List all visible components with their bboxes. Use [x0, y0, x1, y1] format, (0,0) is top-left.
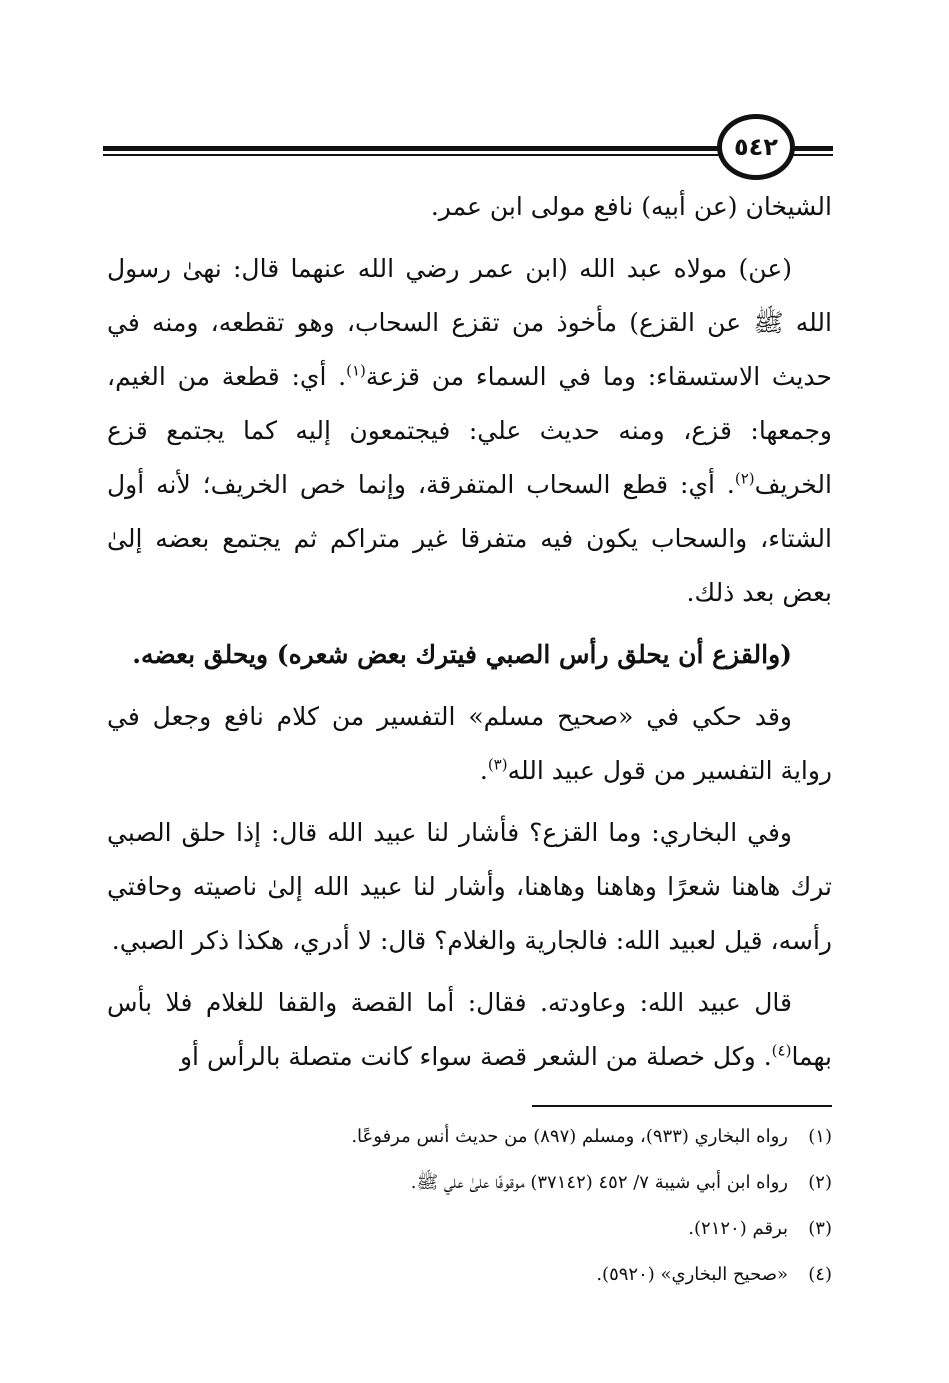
paragraph-5 — [107, 806, 832, 968]
main-text — [107, 180, 832, 1092]
paragraph-text: . — [479, 756, 488, 785]
header-rule-right-thin — [793, 154, 833, 156]
footnote-number: (٤) — [808, 1264, 832, 1285]
header-rule-thin — [103, 154, 719, 156]
paragraph-text: قال عبيد الله: وعاودته. فقال: أما القصة والقفا للغلام فلا بأس بهما — [107, 988, 832, 1071]
paragraph-text: (والقزع أن يحلق رأس الصبي فيترك بعض شعره) ويحلق بعضه. — [132, 640, 792, 669]
footnote-ref[interactable]: (٣) — [487, 755, 508, 774]
paragraph-text: . وكل خصلة من الشعر قصة سواء كانت متصلة بالرأس أو — [179, 1042, 772, 1071]
header-rule-right-thick — [793, 146, 833, 151]
paragraph-text: الشيخان (عن أبيه) نافع مولى ابن عمر. — [430, 192, 832, 221]
paragraph-text: وقد حكي في «صحيح مسلم» التفسير من كلام نافع وجعل في رواية التفسير من قول عبيد الله — [107, 702, 832, 785]
footnote-item — [107, 1252, 832, 1298]
page-number: ٥٤٢ — [717, 114, 795, 180]
paragraph-text: وفي البخاري: وما القزع؟ فأشار لنا عبيد الله قال: إذا حلق الصبي ترك هاهنا شعرًا وهاهنا وهاهنا، وأشار لنا عبيد الله إلىٰ ناصيته وحافتي رأسه، قيل لعبيد الله: فالجارية والغلام؟ قال: لا أدري، هكذا ذكر الصبي. — [107, 818, 832, 955]
footnotes — [107, 1114, 832, 1298]
footnote-separator — [532, 1105, 832, 1107]
paragraph-6 — [107, 976, 832, 1084]
footnote-item — [107, 1160, 832, 1206]
header-rule-thick — [103, 146, 719, 151]
footnote-text: رواه ابن أبي شيبة ٧/ ٤٥٢ (٣٧١٤٢) موقوفًا علىٰ علي ﷺ. — [410, 1172, 788, 1193]
footnote-ref[interactable]: (٤) — [771, 1041, 792, 1060]
footnote-item — [107, 1206, 832, 1252]
paragraph-2 — [107, 242, 832, 620]
paragraph-4 — [107, 690, 832, 798]
footnote-text: برقم (٢١٢٠). — [688, 1218, 788, 1239]
footnote-ref[interactable]: (٢) — [734, 469, 755, 488]
footnote-text: «صحيح البخاري» (٥٩٢٠). — [596, 1264, 788, 1285]
footnote-number: (١) — [808, 1126, 832, 1147]
page-header — [103, 112, 833, 182]
paragraph-text: . أي: قطعة من الغيم، وجمعها: قزع، ومنه حديث علي: فيجتمعون إليه كما يجتمع قزع الخريف — [107, 362, 832, 499]
footnote-number: (٣) — [808, 1218, 832, 1239]
paragraph-1 — [107, 180, 832, 234]
footnote-number: (٢) — [808, 1172, 832, 1193]
footnote-text: رواه البخاري (٩٣٣)، ومسلم (٨٩٧) من حديث أنس مرفوعًا. — [351, 1126, 788, 1147]
footnote-ref[interactable]: (١) — [346, 361, 366, 380]
paragraph-text: (عن) مولاه عبد الله (ابن عمر رضي الله عنهما قال: نهىٰ رسول الله ﷺ عن القزع) مأخوذ من تقزع السحاب، وهو تقطعه، ومنه في حديث الاستسقاء: وما في السماء من قزعة — [107, 254, 833, 391]
footnote-item — [107, 1114, 832, 1160]
paragraph-text: . أي: قطع السحاب المتفرقة، وإنما خص الخريف؛ لأنه أول الشتاء، والسحاب يكون فيه متفرقا غير متراكم ثم يجتمع بعضه إلىٰ بعض بعد ذلك. — [107, 470, 832, 607]
paragraph-3 — [107, 628, 832, 682]
